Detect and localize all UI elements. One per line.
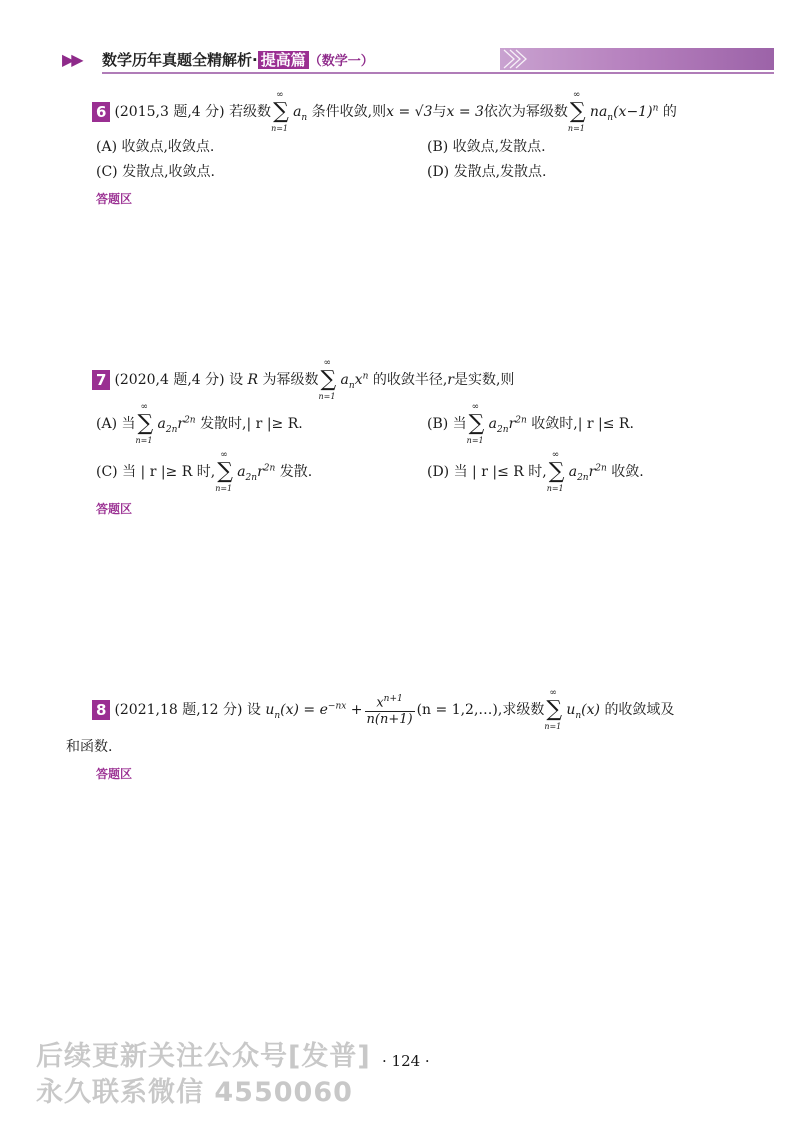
option-d: (D) 发散点,发散点. — [427, 164, 547, 180]
sum-symbol: ∞ ∑ n=1 — [318, 358, 337, 401]
option-a: (A) 收敛点,收敛点. — [96, 139, 215, 155]
math-x-3: x = 3 — [446, 104, 484, 120]
sum-symbol: ∞ ∑ n=1 — [544, 688, 563, 731]
option-text: (C) 当 | r |≥ R 时, — [96, 464, 216, 480]
book-title-sub: （数学一） — [308, 54, 374, 69]
sum-symbol: ∞ ∑ n=1 — [215, 450, 233, 493]
option-c: (C) 发散点,收敛点. — [96, 164, 215, 180]
option-b: (B) 当 ∞ ∑ n=1 $a_{2n}r^{2n}$ 收敛时,| r |≤ R. — [427, 402, 634, 445]
fraction: $\frac{x^{n+1}}{n(n+1)}$ — [366, 694, 413, 727]
option-a: (A) 当 ∞ ∑ n=1 $a_{2n}r^{2n}$ 发散时,| r |≥ R. — [96, 402, 303, 445]
option-b: (B) 收敛点,发散点. — [427, 139, 546, 155]
header-stripe-pattern — [500, 48, 774, 70]
math-x-sqrt3: x = √3 — [386, 104, 433, 120]
sum-symbol: ∞ ∑ n=1 — [466, 402, 485, 445]
book-title — [102, 49, 374, 70]
question-text: 设 — [246, 702, 261, 718]
option-text: (D) 当 | r |≤ R 时, — [427, 464, 547, 480]
option-text: 发散. — [279, 464, 313, 480]
answer-area-label: 答题区 — [96, 502, 133, 516]
question-source: (2021,18 题,12 分) — [114, 702, 243, 718]
question-number: 7 — [92, 370, 110, 390]
header-rule — [102, 72, 774, 74]
header-decor-bar — [500, 48, 774, 70]
sum-symbol: ∞ ∑ n=1 — [567, 90, 586, 133]
book-title-main: 数学历年真题全精解析· — [102, 51, 258, 69]
option-text: (B) 当 — [427, 416, 467, 432]
book-title-highlight: 提高篇 — [258, 51, 309, 69]
question-text: 与 — [432, 104, 447, 120]
question-7: 7 (2020,4 题,4 分) 设 R 为幂级数 ∞ ∑ n=1 $a_nx^n$ 的收敛半径,r是实数,则 — [92, 360, 514, 400]
question-text: 的收敛半径, — [372, 372, 448, 388]
option-text: 收敛. — [611, 464, 644, 480]
question-text: 若级数 — [229, 104, 272, 120]
sum-symbol: ∞ ∑ n=1 — [135, 402, 154, 445]
question-source: (2015,3 题,4 分) — [114, 104, 225, 120]
sum-symbol: ∞ ∑ n=1 — [546, 450, 565, 493]
question-text: 的 — [662, 104, 677, 120]
answer-area-label: 答题区 — [96, 192, 133, 206]
question-number: 6 — [92, 102, 110, 122]
option-text: 发散时,| r |≥ R. — [200, 416, 303, 432]
question-text: 依次为幂级数 — [483, 104, 568, 120]
question-text: 的收敛域及 — [604, 702, 675, 718]
sum-symbol: ∞ ∑ n=1 — [271, 90, 289, 133]
question-number: 8 — [92, 700, 110, 720]
question-text: 为幂级数 — [262, 372, 319, 388]
question-text: 条件收敛,则 — [311, 104, 387, 120]
watermark-line-2: 永久联系微信 4550060 — [36, 1077, 353, 1108]
question-8-continuation: 和函数. — [66, 739, 113, 755]
play-arrows-icon: ▶▶ — [62, 50, 81, 69]
option-d: (D) 当 | r |≤ R 时, ∞ ∑ n=1 $a_{2n}r^{2n}$ 收敛. — [427, 450, 644, 493]
option-text: (A) 当 — [96, 416, 136, 432]
question-text: 是实数,则 — [453, 372, 515, 388]
page-header — [62, 46, 774, 76]
question-source: (2020,4 题,4 分) — [114, 372, 225, 388]
page-number: · 124 · — [382, 1052, 430, 1070]
question-text: (n = 1,2,…),求级数 — [416, 702, 545, 718]
question-6: 6 (2015,3 题,4 分) 若级数 ∞ ∑ n=1 $a_n$ 条件收敛,则x = √3与x = 3依次为幂级数 ∞ ∑ n=1 $na_n(x-1)^n$ 的 — [92, 92, 677, 132]
option-c: (C) 当 | r |≥ R 时, ∞ ∑ n=1 $a_{2n}r^{2n}$ 发散. — [96, 450, 313, 493]
option-text: 收敛时,| r |≤ R. — [531, 416, 634, 432]
watermark-line-1: 后续更新关注公众号[发普] — [36, 1041, 371, 1072]
question-text: 设 — [229, 372, 244, 388]
question-8: 8 (2021,18 题,12 分) 设 $u_n(x) = e^{-nx}$ + $\frac{x^{n+1}}{n(n+1)}$ (n = 1,2,…),求级数 ∞ ∑ n=1 $u_n(x)$ 的收敛域及 — [92, 690, 674, 730]
answer-area-label: 答题区 — [96, 767, 133, 781]
